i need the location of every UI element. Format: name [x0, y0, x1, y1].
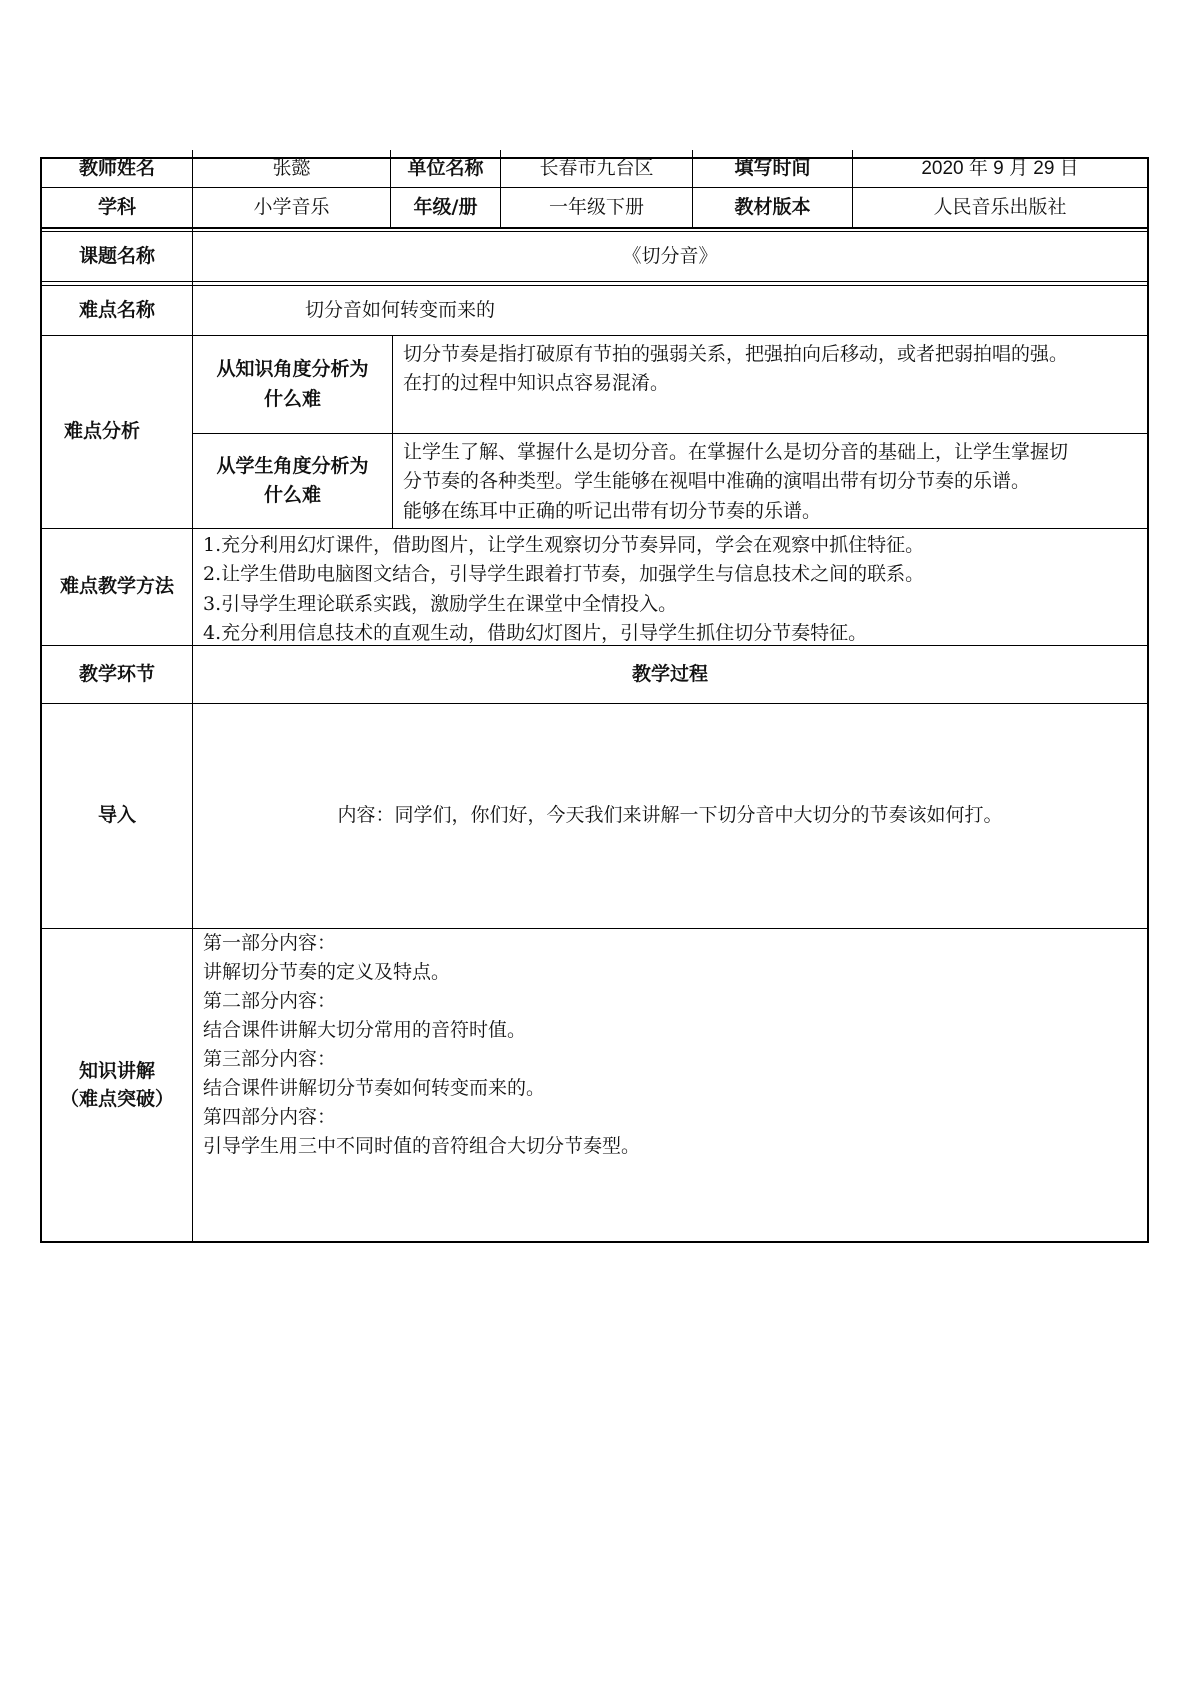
methods-line: 4.充分利用信息技术的直观生动，借助幻灯图片，引导学生抓住切分节奏特征。 [203, 622, 868, 645]
unit-label: 单位名称 [407, 156, 484, 179]
unit-value: 长春市九台区 [539, 156, 654, 179]
knowledge-angle-line: 在打的过程中知识点容易混淆。 [403, 372, 670, 395]
knowledge-line: 第二部分内容： [203, 990, 337, 1013]
edition-value: 人民音乐出版社 [933, 195, 1067, 218]
knowledge-label-line: （难点突破） [59, 1088, 174, 1110]
methods-line: 2.让学生借助电脑图文结合，引导学生跟着打节奏，加强学生与信息技术之间的联系。 [203, 563, 925, 586]
methods-line: 3.引导学生理论联系实践，激励学生在课堂中全情投入。 [203, 592, 678, 615]
stage-header: 教学环节 [78, 662, 155, 685]
knowledge-angle-label: 从知识角度分析为什么难 [216, 358, 369, 410]
student-angle-line: 让学生了解、掌握什么是切分音。在掌握什么是切分音的基础上，让学生掌握切 [403, 441, 1069, 463]
date-value: 2020 年 9 月 29 日 [921, 157, 1079, 179]
intro-content: 内容：同学们，你们好，今天我们来讲解一下切分音中大切分的节奏该如何打。 [337, 804, 1003, 827]
knowledge-angle-content [393, 336, 1147, 433]
teacher-label: 教师姓名 [78, 156, 155, 179]
knowledge-line: 引导学生用三中不同时值的音符组合大切分节奏型。 [203, 1135, 641, 1158]
difficulty-value: 切分音如何转变而来的 [305, 298, 496, 321]
topic-label: 课题名称 [78, 244, 155, 267]
student-angle-content [393, 434, 1147, 528]
analysis-label: 难点分析 [63, 420, 140, 443]
date-label: 填写时间 [734, 156, 811, 179]
knowledge-label-line: 知识讲解 [78, 1060, 155, 1083]
knowledge-line: 第一部分内容： [203, 932, 337, 954]
student-angle-label: 从学生角度分析为什么难 [216, 454, 369, 506]
knowledge-content [193, 929, 1147, 1243]
knowledge-line: 第三部分内容： [203, 1048, 337, 1071]
knowledge-line: 第四部分内容： [203, 1106, 337, 1129]
knowledge-angle-line: 切分节奏是指打破原有节拍的强弱关系，把强拍向后移动，或者把弱拍唱的强。 [403, 343, 1069, 365]
methods-content [193, 529, 1147, 645]
grade-value: 一年级下册 [548, 195, 644, 218]
topic-value: 《切分音》 [622, 244, 718, 267]
difficulty-label: 难点名称 [78, 298, 155, 321]
methods-line: 1.充分利用幻灯课件，借助图片，让学生观察切分节奏异同，学会在观察中抓住特征。 [203, 534, 925, 556]
teacher-value: 张懿 [272, 156, 311, 179]
knowledge-label [42, 929, 192, 1243]
subject-label: 学科 [97, 195, 136, 218]
row-divider [42, 227, 1147, 229]
subject-value: 小学音乐 [253, 195, 330, 218]
knowledge-line: 结合课件讲解大切分常用的音符时值。 [203, 1019, 527, 1042]
row-divider [42, 281, 1147, 282]
knowledge-line: 讲解切分节奏的定义及特点。 [203, 961, 451, 984]
knowledge-line: 结合课件讲解切分节奏如何转变而来的。 [203, 1077, 546, 1100]
methods-label: 难点教学方法 [59, 575, 174, 598]
edition-label: 教材版本 [734, 195, 811, 218]
grade-label: 年级/册 [413, 195, 478, 218]
lesson-plan-table [40, 157, 1149, 1243]
process-header: 教学过程 [631, 662, 708, 685]
student-angle-line: 分节奏的各种类型。学生能够在视唱中准确的演唱出带有切分节奏的乐谱。 [403, 470, 1031, 493]
intro-label: 导入 [97, 804, 136, 827]
student-angle-line: 能够在练耳中正确的听记出带有切分节奏的乐谱。 [403, 499, 822, 522]
